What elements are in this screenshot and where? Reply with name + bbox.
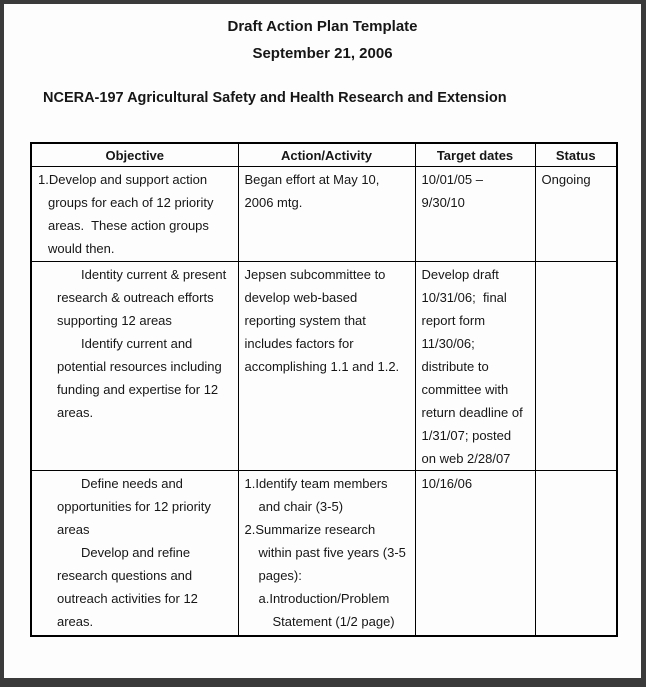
action-plan-table [30,142,618,637]
status-cell [535,262,617,471]
status-cell [535,167,617,262]
action-activity-cell [238,262,415,471]
status-text: Ongoing [541,172,591,187]
action-list-item: 1.Identify team members and chair (3-5) [244,476,388,514]
objective-cell [31,167,238,262]
action-list-item: 2.Summarize research within past five years (3-5 pages): [244,522,406,583]
objective-paragraph: 1.Develop and support action groups for each of 12 priority areas. These action groups would then. [38,172,214,256]
objective-cell [31,471,238,637]
action-paragraph: Began effort at May 10, 2006 mtg. [244,172,380,210]
table-row [31,262,617,471]
target-dates-cell [415,167,535,262]
objective-paragraph: Identify current and potential resources including funding and expertise for 12 areas. [57,336,222,420]
action-paragraph: Jepsen subcommittee to develop web-based reporting system that includes factors for accomplishing 1.1 and 1.2. [244,267,400,374]
target-dates-cell [415,262,535,471]
objective-paragraph: Identity current & present research & outreach efforts supporting 12 areas [57,267,227,328]
objective-paragraph: Develop and refine research questions and outreach activities for 12 areas. [57,545,198,629]
document-heading: NCERA-197 Agricultural Safety and Health Research and Extension [43,90,507,106]
column-header-action-activity: Action/Activity [238,143,415,167]
target-dates-text: 10/16/06 [421,476,473,491]
action-sublist-item: a.Introduction/Problem Statement (1/2 page) [258,591,395,629]
action-activity-cell [238,167,415,262]
table-row [31,471,617,637]
column-header-target-dates: Target dates [415,143,535,167]
table-row [31,167,617,262]
document-title: Draft Action Plan Template [227,18,418,35]
target-dates-text: 10/01/05 – 9/30/10 [421,172,483,210]
column-header-objective: Objective [31,143,238,167]
document-date: September 21, 2006 [252,45,393,62]
target-dates-cell [415,471,535,637]
objective-cell [31,262,238,471]
action-activity-cell [238,471,415,637]
objective-paragraph: Define needs and opportunities for 12 priority areas [57,476,211,537]
column-header-status: Status [535,143,617,167]
status-cell [535,471,617,637]
table-header-row [31,143,617,167]
target-dates-text: Develop draft 10/31/06; final report form 11/30/06; distribute to committee with return deadline of 1/31/07; posted on web 2/28/07 [421,267,523,466]
